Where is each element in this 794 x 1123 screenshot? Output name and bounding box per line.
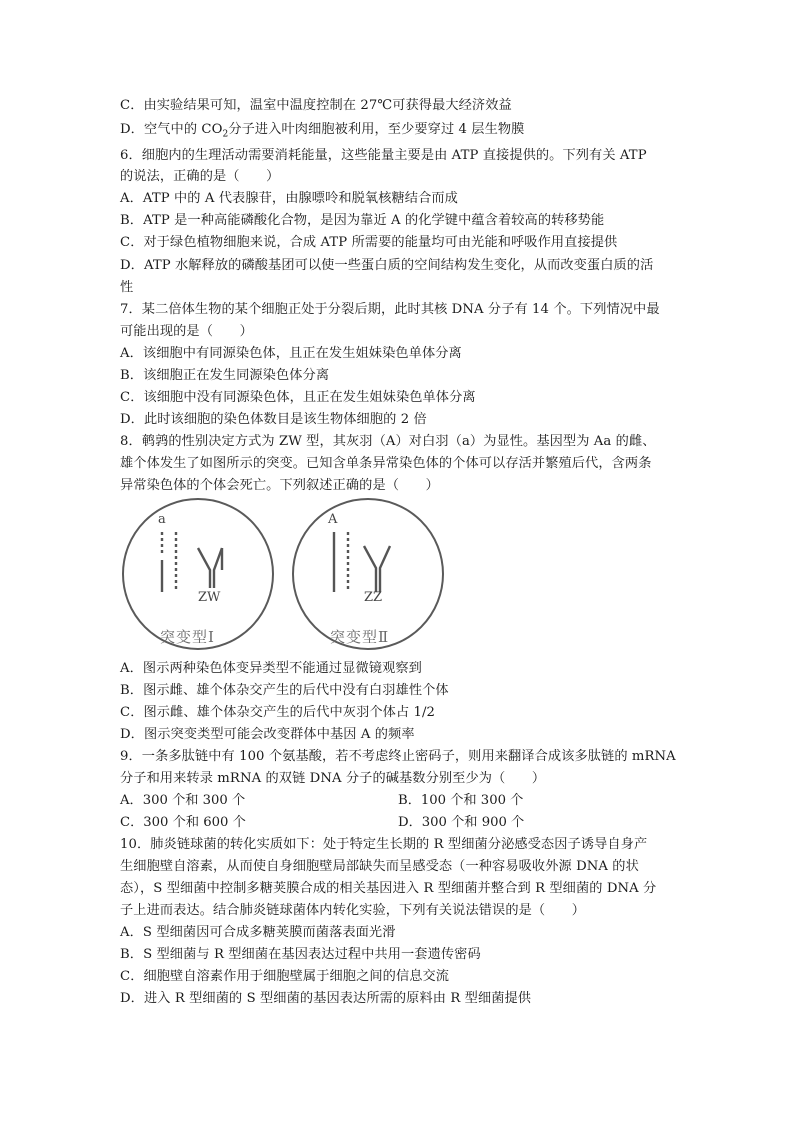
mutation-figure xyxy=(118,492,448,660)
q7-option-b: B．该细胞正在发生同源染色体分离 xyxy=(120,368,330,383)
q6-option-d-line1: D．ATP 水解释放的磷酸基团可以使一些蛋白质的空间结构发生变化，从而改变蛋白质的活 xyxy=(120,258,654,273)
caption-mutant-2: 突变型Ⅱ xyxy=(330,628,390,646)
q10-stem-line3: 态），S 型细菌中控制多糖荚膜合成的相关基因进入 R 型细菌并整合到 R 型细菌的 DNA 分 xyxy=(120,881,657,896)
q8-stem-line2: 雄个体发生了如图所示的突变。已知含单条异常染色体的个体可以存活并繁殖后代，含两条 xyxy=(120,456,652,471)
q8-stem-line3: 异常染色体的个体会死亡。下列叙述正确的是（ ） xyxy=(120,478,439,493)
gene-label-a-upper: A xyxy=(328,512,338,527)
q9-option-d: D．300 个和 900 个 xyxy=(398,815,525,830)
q8-option-d: D．图示突变类型可能会改变群体中基因 A 的频率 xyxy=(120,727,415,742)
q9-option-b: B．100 个和 300 个 xyxy=(398,793,524,808)
caption-mutant-1: 突变型Ⅰ xyxy=(160,628,215,646)
q10-option-b: B．S 型细菌与 R 型细菌在基因表达过程中共用一套遗传密码 xyxy=(120,947,481,962)
gene-label-a-lower: a xyxy=(158,512,166,527)
q9-option-a: A．300 个和 300 个 xyxy=(120,793,246,808)
sex-chromosome-label-zz: ZZ xyxy=(364,590,383,605)
q7-option-d: D．此时该细胞的染色体数目是该生物体细胞的 2 倍 xyxy=(120,412,427,427)
q10-stem-line1: 10．肺炎链球菌的转化实质如下：处于特定生长期的 R 型细菌分泌感受态因子诱导自身产 xyxy=(120,837,648,852)
q5-option-c: C．由实验结果可知，温室中温度控制在 27℃可获得最大经济效益 xyxy=(120,98,512,113)
q8-option-b: B．图示雌、雄个体杂交产生的后代中没有白羽雄性个体 xyxy=(120,683,449,698)
q7-stem-line1: 7．某二倍体生物的某个细胞正处于分裂后期，此时其核 DNA 分子有 14 个。下列情况中最 xyxy=(120,302,660,317)
q10-stem-line2: 生细胞壁自溶素，从而使自身细胞壁局部缺失而呈感受态（一种容易吸收外源 DNA 的状 xyxy=(120,859,639,874)
q8-option-a: A．图示两种染色体变异类型不能通过显微镜观察到 xyxy=(120,661,422,676)
q10-option-d: D．进入 R 型细菌的 S 型细菌的基因表达所需的原料由 R 型细菌提供 xyxy=(120,991,532,1006)
q7-option-c: C．该细胞中没有同源染色体，且正在发生姐妹染色单体分离 xyxy=(120,390,476,405)
q9-option-c: C．300 个和 600 个 xyxy=(120,815,246,830)
co2-subscript: 2 xyxy=(222,129,229,140)
q7-stem-line2: 可能出现的是（ ） xyxy=(120,324,253,339)
q10-option-c: C．细胞壁自溶素作用于细胞壁属于细胞之间的信息交流 xyxy=(120,969,450,984)
q7-option-a: A．该细胞中有同源染色体，且正在发生姐妹染色单体分离 xyxy=(120,346,462,361)
q6-option-c: C．对于绿色植物细胞来说，合成 ATP 所需要的能量均可由光能和呼吸作用直接提供 xyxy=(120,235,618,250)
left-chromosomes xyxy=(162,532,222,592)
q6-stem-line2: 的说法，正确的是（ ） xyxy=(120,169,280,184)
q10-option-a: A．S 型细菌因可合成多糖荚膜而菌落表面光滑 xyxy=(120,925,396,940)
q6-option-d-line2: 性 xyxy=(120,280,134,295)
q6-stem-line1: 6．细胞内的生理活动需要消耗能量，这些能量主要是由 ATP 直接提供的。下列有关 ATP xyxy=(120,148,647,163)
q5-option-d: D．空气中的 $CO_2$分子进入叶肉细胞被利用，至少要穿过 4 层生物膜 xyxy=(120,122,525,140)
q9-stem-line1: 9．一条多肽链中有 100 个氨基酸，若不考虑终止密码子，则用来翻译合成该多肽链的 mRNA xyxy=(120,749,676,764)
q9-stem-line2: 分子和用来转录 mRNA 的双链 DNA 分子的碱基数分别至少为（ ） xyxy=(120,771,546,786)
q6-option-a: A．ATP 中的 A 代表腺苷，由腺嘌呤和脱氧核糖结合而成 xyxy=(120,191,458,206)
q6-option-b: B．ATP 是一种高能磷酸化合物，是因为靠近 A 的化学键中蕴含着较高的转移势能 xyxy=(120,213,605,228)
sex-chromosome-label-zw: ZW xyxy=(198,590,221,605)
q10-stem-line4: 子上进而表达。结合肺炎链球菌体内转化实验，下列有关说法错误的是（ ） xyxy=(120,903,586,918)
q8-stem-line1: 8．鹌鹑的性别决定方式为 ZW 型，其灰羽（A）对白羽（a）为显性。基因型为 Aa 的雌、 xyxy=(120,434,656,449)
q8-option-c: C．图示雌、雄个体杂交产生的后代中灰羽个体占 1/2 xyxy=(120,705,436,720)
right-chromosomes xyxy=(334,532,390,592)
